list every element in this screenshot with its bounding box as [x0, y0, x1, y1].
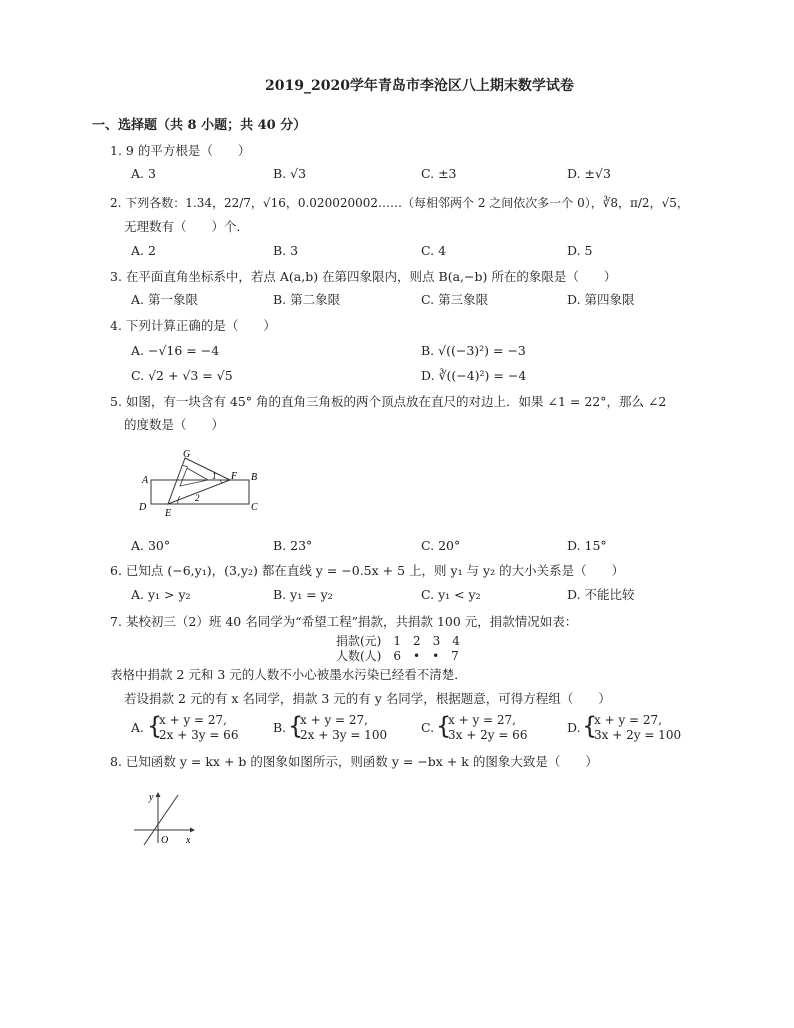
option-d: D. 第四象限: [567, 292, 635, 307]
brace-icon: {: [582, 712, 598, 740]
option-a: A. y₁ > y₂: [131, 587, 191, 602]
option-b: B. y₁ = y₂: [273, 587, 333, 602]
label-angle-1: 1: [212, 471, 217, 481]
option-d: D. ±√3: [567, 166, 611, 181]
page-title: 2019_2020学年青岛市李沧区八上期末数学试卷: [265, 78, 574, 94]
equation-1: x + y = 27,: [300, 713, 368, 727]
equation-2: 3x + 2y = 100: [594, 728, 682, 742]
ruler-triangle-figure: [130, 448, 270, 523]
section-header: 一、选择题（共 8 小题；共 40 分）: [92, 118, 307, 133]
option-b: B. 第二象限: [273, 292, 341, 307]
question-stem: 8. 已知函数 y = kx + b 的图象如图所示，则函数 y = −bx + k 的图象大致是（ ）: [110, 754, 598, 769]
label-a: A: [142, 475, 149, 486]
donation-table-row: 人数(人) 6 • • 7: [336, 649, 459, 663]
option-label: D.: [567, 720, 581, 735]
question-note: 表格中捐款 2 元和 3 元的人数不小心被墨水污染已经看不清楚．: [110, 667, 467, 682]
label-angle-2: 2: [195, 493, 200, 503]
option-label: C.: [421, 720, 435, 735]
question-stem-cont: 的度数是（ ）: [124, 417, 225, 432]
option-a: A. −√16 = −4: [131, 343, 220, 358]
axis-label-y: y: [149, 792, 154, 803]
label-f: F: [231, 471, 238, 482]
axis-label-x: x: [186, 835, 191, 846]
option-a: A. 第一象限: [131, 292, 198, 307]
option-c: C. 4: [421, 243, 447, 258]
option-b: B. 3: [273, 243, 299, 258]
label-e: E: [165, 508, 172, 519]
option-a: A. 3: [131, 166, 156, 181]
label-c: C: [251, 502, 258, 513]
question-stem: 2. 下列各数：1.34，22/7，√16，0.020020002……（每相邻两个 2 之间依次多一个 0），∛8，π/2，√5，: [110, 196, 689, 210]
option-a: A. 2: [131, 243, 156, 258]
option-b: B. √3: [273, 166, 307, 181]
donation-table-header: 捐款(元) 1 2 3 4: [336, 634, 460, 648]
linear-function-graph: [128, 785, 203, 850]
brace-icon: {: [288, 712, 304, 740]
question-stem: 1. 9 的平方根是（ ）: [110, 143, 251, 158]
question-stem: 5. 如图，有一块含有 45° 角的直角三角板的两个顶点放在直尺的对边上．如果 ∠1 = 22°，那么 ∠2: [110, 394, 667, 409]
label-d: D: [139, 502, 147, 513]
question-stem: 3. 在平面直角坐标系中，若点 A(a,b) 在第四象限内，则点 B(a,−b) 所在的象限是（ ）: [110, 269, 617, 284]
label-g: G: [183, 449, 191, 460]
equation-2: 2x + 3y = 66: [159, 728, 239, 742]
option-c: C. √2 + √3 = √5: [131, 368, 233, 383]
question-stem: 7. 某校初三（2）班 40 名同学为“希望工程”捐款，共捐款 100 元，捐款情况如表：: [110, 614, 578, 629]
equation-1: x + y = 27,: [594, 713, 662, 727]
equation-1: x + y = 27,: [159, 713, 227, 727]
brace-icon: {: [436, 712, 452, 740]
equation-2: 3x + 2y = 66: [448, 728, 528, 742]
origin-label: O: [161, 835, 169, 846]
option-label: B.: [273, 720, 287, 735]
option-label: A.: [131, 720, 145, 735]
option-b: B. 23°: [273, 538, 313, 553]
label-b: B: [251, 472, 258, 483]
equation-1: x + y = 27,: [448, 713, 516, 727]
question-stem-cont: 无理数有（ ）个．: [124, 219, 250, 234]
brace-icon: {: [147, 712, 163, 740]
question-stem: 4. 下列计算正确的是（ ）: [110, 318, 276, 333]
option-d: D. 15°: [567, 538, 607, 553]
option-d: D. ∛((−4)²) = −4: [421, 368, 527, 383]
option-d: D. 5: [567, 243, 593, 258]
option-c: C. 第三象限: [421, 292, 489, 307]
option-d: D. 不能比较: [567, 587, 635, 602]
question-stem-cont: 若设捐款 2 元的有 x 名同学，捐款 3 元的有 y 名同学，根据题意，可得方程组（ ）: [124, 691, 611, 706]
question-stem: 6. 已知点 (−6,y₁)，(3,y₂) 都在直线 y = −0.5x + 5 上，则 y₁ 与 y₂ 的大小关系是（ ）: [110, 563, 625, 578]
option-a: A. 30°: [131, 538, 171, 553]
option-c: C. 20°: [421, 538, 461, 553]
option-b: B. √((−3)²) = −3: [421, 343, 526, 358]
option-c: C. ±3: [421, 166, 457, 181]
option-c: C. y₁ < y₂: [421, 587, 481, 602]
equation-2: 2x + 3y = 100: [300, 728, 388, 742]
